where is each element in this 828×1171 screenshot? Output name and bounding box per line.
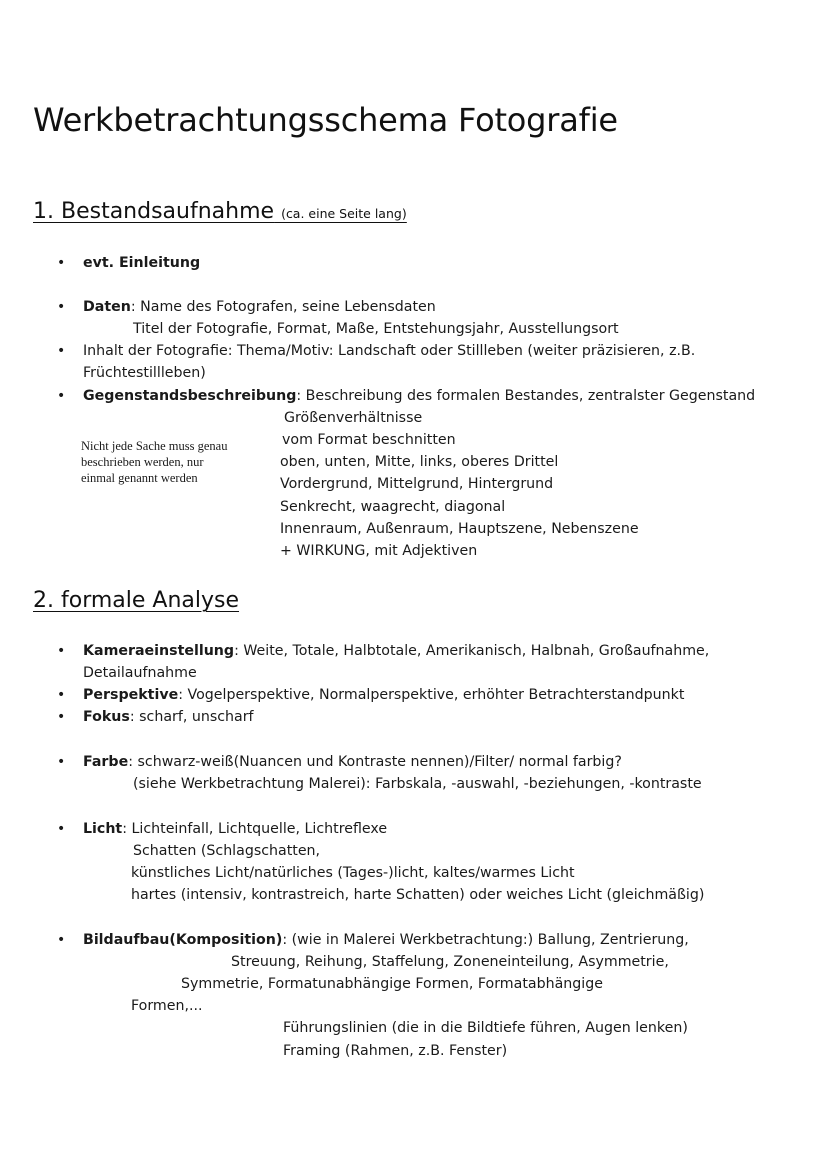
detail-line: + WIRKUNG, mit Adjektiven <box>280 543 478 559</box>
bullet-dot: • <box>57 821 66 837</box>
item-fokus <box>83 706 254 728</box>
bullet-dot: • <box>57 255 66 271</box>
detail-line: Größenverhältnisse <box>284 410 423 426</box>
item-text: : Name des Fotografen, seine Lebensdaten <box>130 299 436 315</box>
detail-line: Formen,... <box>131 998 203 1014</box>
item-label: Bildaufbau(Komposition) <box>83 932 283 948</box>
detail-line: Symmetrie, Formatunabhängige Formen, Formatabhängige <box>181 976 603 992</box>
item-daten <box>83 296 436 318</box>
bullet-dot: • <box>57 709 66 725</box>
item-label: Fokus <box>83 709 130 725</box>
bullet-dot: • <box>57 643 66 659</box>
item-text: : schwarz-weiß(Nuancen und Kontraste nennen)/Filter/ normal farbig? <box>128 754 622 770</box>
item-text: : Weite, Totale, Halbtotale, Amerikanisch, Halbnah, Großaufnahme, <box>234 643 710 659</box>
item-label: Daten <box>83 299 131 315</box>
detail-line: oben, unten, Mitte, links, oberes Drittel <box>280 454 559 470</box>
item-label: Perspektive <box>83 687 179 703</box>
side-note: Nicht jede Sache muss genau beschrieben werden, nur einmal genannt werden <box>81 439 228 485</box>
item-label: Licht <box>83 821 123 837</box>
detail-line: Vordergrund, Mittelgrund, Hintergrund <box>280 476 554 492</box>
section-1-heading-note: (ca. eine Seite lang) <box>281 206 407 221</box>
detail-line: Führungslinien (die in die Bildtiefe führen, Augen lenken) <box>283 1020 688 1036</box>
section-1-heading-text: 1. Bestandsaufnahme <box>33 199 275 224</box>
detail-line: Streuung, Reihung, Staffelung, Zoneneinteilung, Asymmetrie, <box>231 954 669 970</box>
item-farbe-continuation: (siehe Werkbetrachtung Malerei): Farbskala, -auswahl, -beziehungen, -kontraste <box>133 776 702 792</box>
item-text: : scharf, unscharf <box>129 709 254 725</box>
item-daten-continuation: Titel der Fotografie, Format, Maße, Entstehungsjahr, Ausstellungsort <box>133 321 619 337</box>
bullet-dot: • <box>57 343 66 359</box>
item-licht <box>83 818 387 840</box>
item-einleitung: evt. Einleitung <box>83 255 201 271</box>
section-1-heading <box>33 199 407 224</box>
detail-line: vom Format beschnitten <box>282 432 456 448</box>
detail-line: Senkrecht, waagrecht, diagonal <box>280 499 506 515</box>
item-kameraeinstellung <box>83 640 709 662</box>
detail-line: Schatten (Schlagschatten, <box>133 843 321 859</box>
bullet-dot: • <box>57 388 66 404</box>
item-text: : Beschreibung des formalen Bestandes, zentralster Gegenstand <box>296 388 756 404</box>
detail-line: Framing (Rahmen, z.B. Fenster) <box>283 1043 508 1059</box>
detail-line: hartes (intensiv, kontrastreich, harte Schatten) oder weiches Licht (gleichmäßig) <box>131 887 705 903</box>
item-gegenstandsbeschreibung <box>83 385 755 407</box>
item-farbe <box>83 751 622 773</box>
section-2-heading: 2. formale Analyse <box>33 588 240 613</box>
item-bildaufbau <box>83 929 689 951</box>
item-perspektive <box>83 684 684 706</box>
item-text: : Lichteinfall, Lichtquelle, Lichtreflexe <box>122 821 388 837</box>
page-title: Werkbetrachtungsschema Fotografie <box>33 101 618 139</box>
item-label: Kameraeinstellung <box>83 643 235 659</box>
item-text: : Vogelperspektive, Normalperspektive, erhöhter Betrachterstandpunkt <box>178 687 685 703</box>
bullet-dot: • <box>57 299 66 315</box>
item-label: Gegenstandsbeschreibung <box>83 388 297 404</box>
bullet-dot: • <box>57 754 66 770</box>
item-text: : (wie in Malerei Werkbetrachtung:) Ballung, Zentrierung, <box>282 932 689 948</box>
detail-line: künstliches Licht/natürliches (Tages-)licht, kaltes/warmes Licht <box>131 865 575 881</box>
item-inhalt: Inhalt der Fotografie: Thema/Motiv: Landschaft oder Stillleben (weiter präzisieren, z.B. <box>83 343 696 359</box>
item-kameraeinstellung-continuation: Detailaufnahme <box>83 665 197 681</box>
bullet-dot: • <box>57 932 66 948</box>
detail-line: Innenraum, Außenraum, Hauptszene, Nebenszene <box>280 521 639 537</box>
item-inhalt-continuation: Früchtestillleben) <box>83 365 206 381</box>
bullet-dot: • <box>57 687 66 703</box>
item-label: Farbe <box>83 754 129 770</box>
